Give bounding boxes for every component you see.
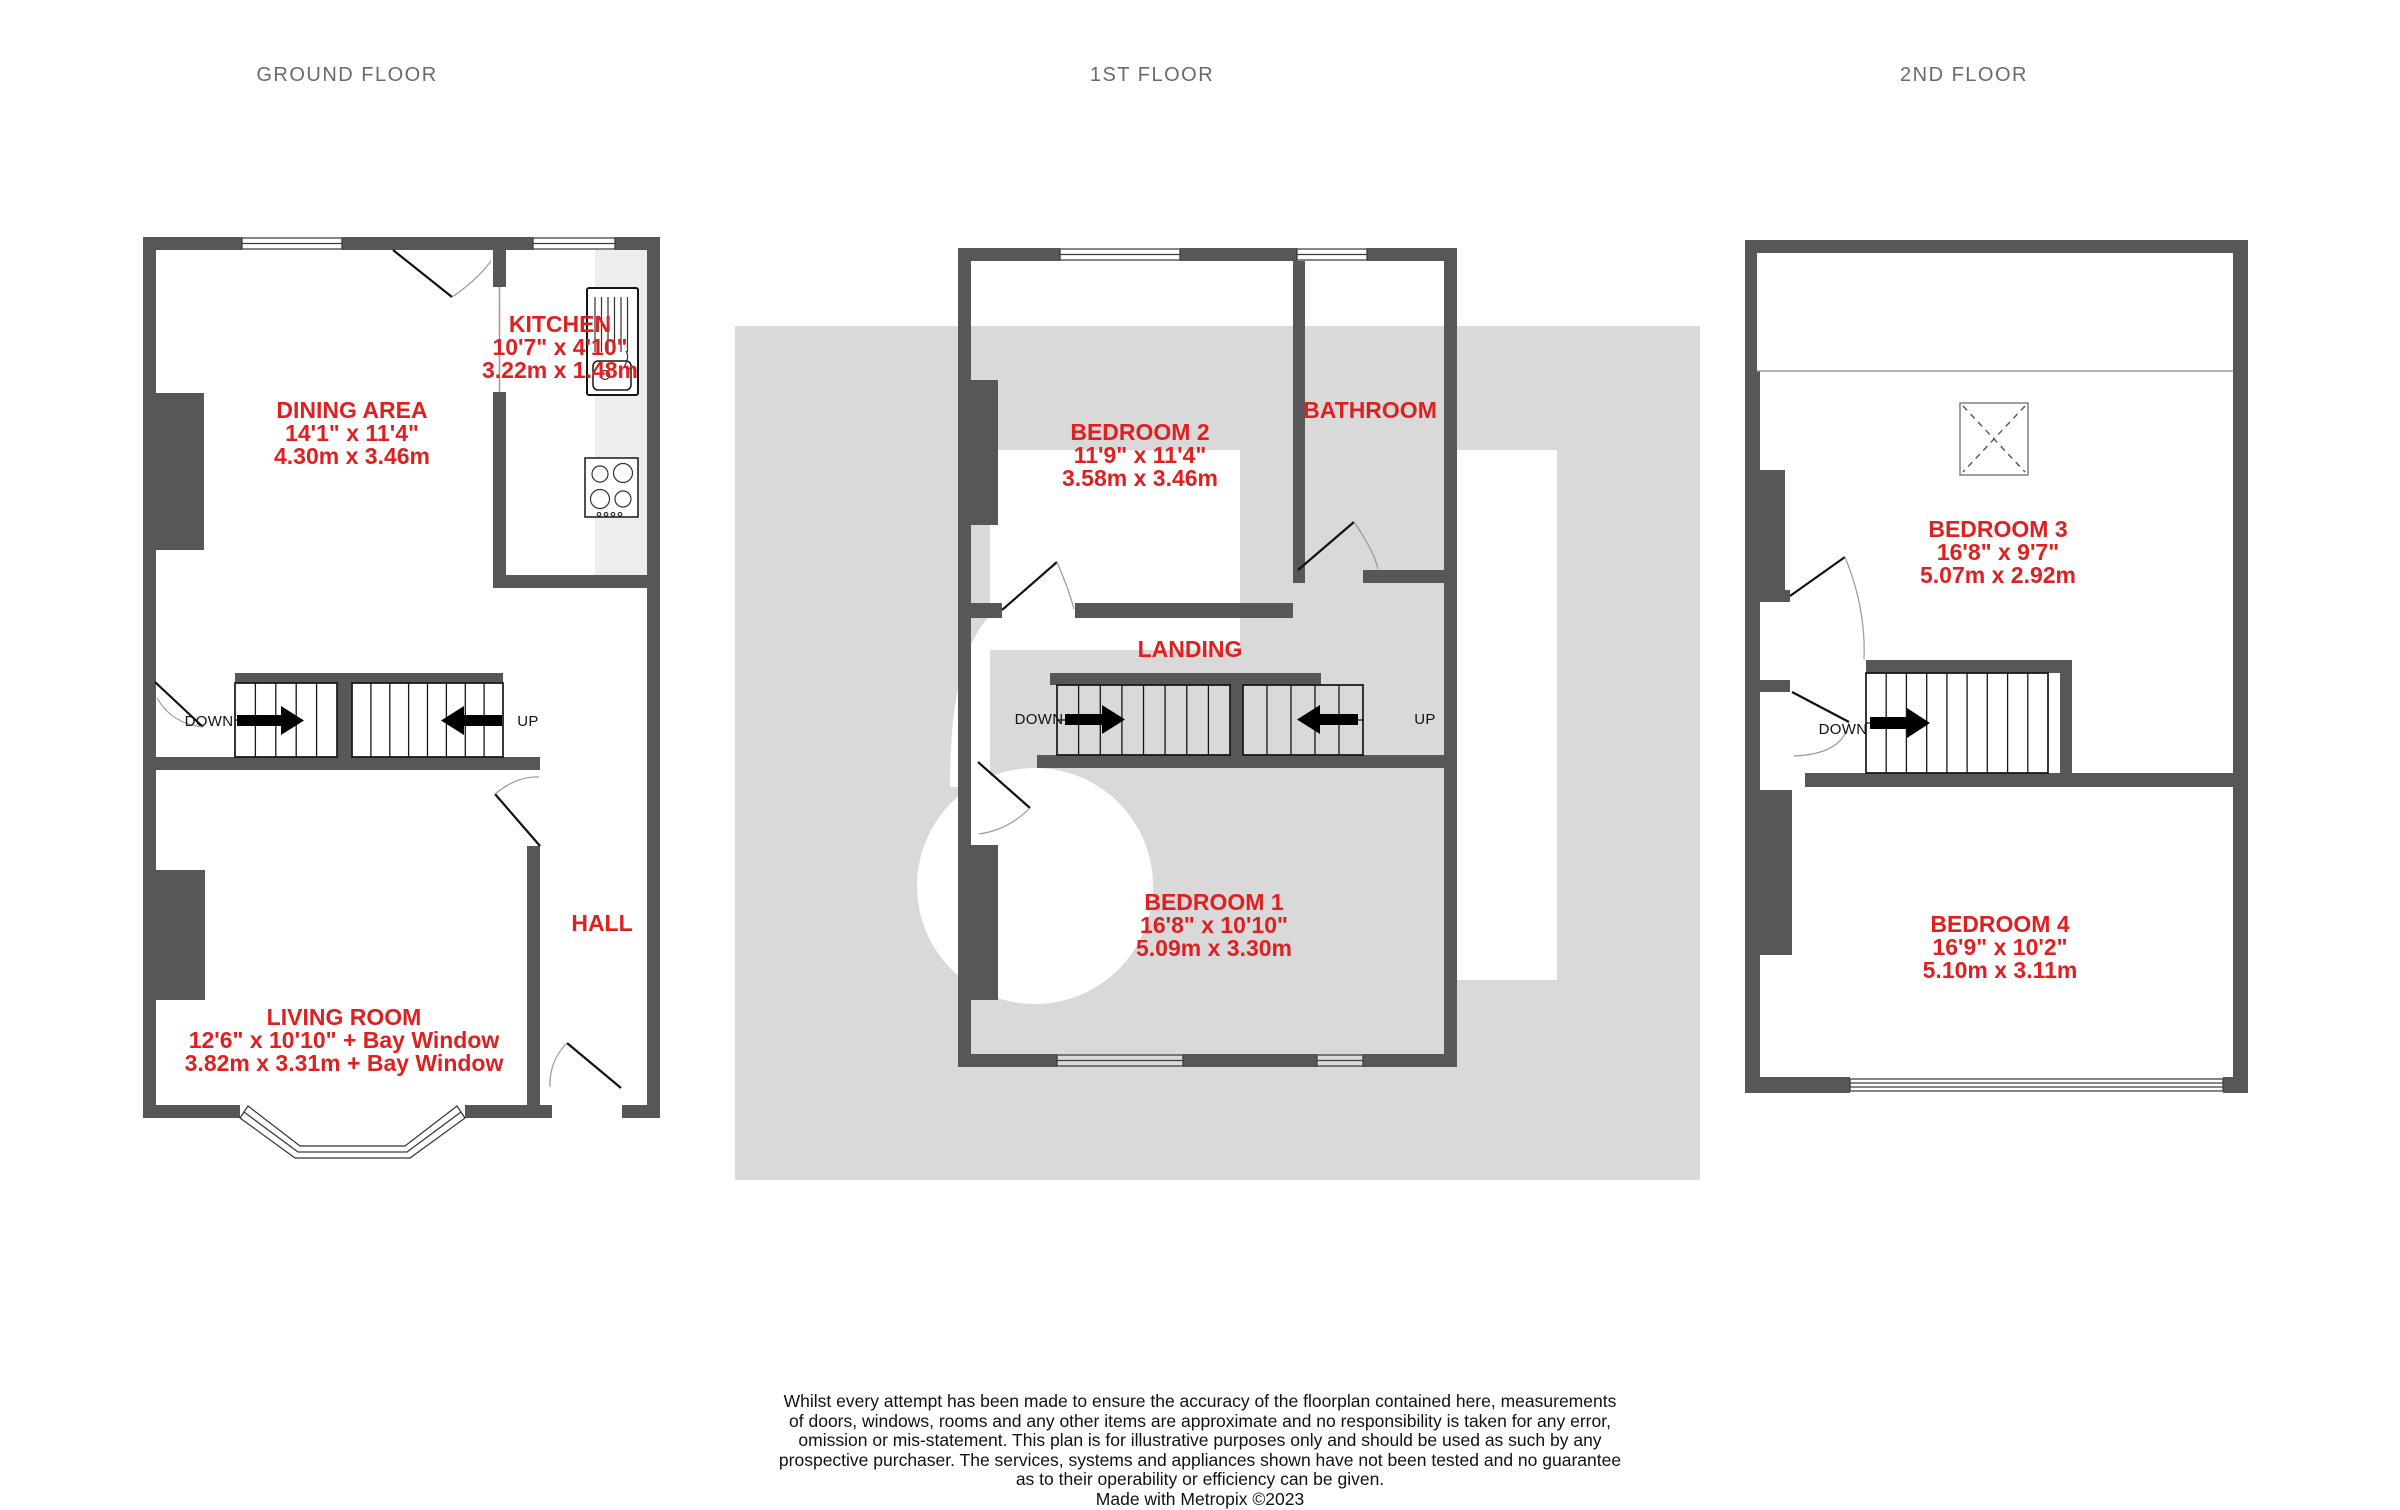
door-leaves (1790, 557, 1849, 722)
room-size-imperial: 10'7" x 4'10" (492, 334, 628, 360)
room-size-imperial: 11'9" x 11'4" (1073, 442, 1207, 468)
ground-floor-title: GROUND FLOOR (256, 64, 438, 86)
stair-down-label: DOWN (1014, 711, 1064, 728)
staircase (235, 683, 503, 757)
disclaimer-line: as to their operability or efficiency can be given. (1015, 1469, 1385, 1490)
second-floor-title: 2ND FLOOR (1900, 64, 2028, 86)
room-size-metric: 3.82m x 3.31m + Bay Window (184, 1050, 504, 1076)
room-size-metric: 5.10m x 3.11m (1922, 957, 2078, 983)
room-label-landing (1138, 638, 1243, 661)
room-size-metric: 3.58m x 3.46m (1061, 465, 1219, 491)
hob (585, 458, 638, 517)
first-floor-title: 1ST FLOOR (1089, 64, 1215, 86)
room-size-imperial: 12'6" x 10'10" + Bay Window (188, 1027, 500, 1053)
stair-down-label: DOWN (184, 713, 234, 730)
stair-up-label: UP (1414, 711, 1436, 728)
room-name: LANDING (1137, 636, 1243, 662)
disclaimer-line: prospective purchaser. The services, systems and appliances shown have not been tested and no guarantee (778, 1449, 1622, 1470)
windows (1850, 1079, 2223, 1091)
room-name: BATHROOM (1303, 397, 1437, 423)
room-size-imperial: 16'8" x 9'7" (1936, 539, 2060, 565)
room-size-metric: 5.09m x 3.30m (1135, 935, 1293, 961)
room-label-living-room (185, 1006, 504, 1075)
room-label-bathroom (1303, 399, 1437, 422)
room-label-kitchen (482, 313, 638, 382)
watermark-glyph-strip (1457, 450, 1557, 980)
room-label-bedroom-3 (1920, 518, 2076, 587)
room-size-metric: 3.22m x 1.48m (481, 357, 639, 383)
up-arrow (441, 706, 502, 735)
room-name: BEDROOM 1 (1144, 889, 1284, 915)
disclaimer-line: of doors, windows, rooms and any other items are approximate and no responsibility is taken for any error, (789, 1410, 1611, 1431)
room-size-imperial: 16'9" x 10'2" (1932, 934, 2068, 960)
room-size-imperial: 14'1" x 11'4" (285, 420, 419, 446)
stair-up-label: UP (517, 713, 539, 730)
up-arrow (1297, 705, 1358, 734)
bay-window-band (240, 1106, 465, 1158)
stair-down-label: DOWN (1818, 721, 1868, 738)
room-name: BEDROOM 2 (1070, 419, 1210, 445)
room-label-bedroom-1 (1136, 891, 1292, 960)
room-name: BEDROOM 3 (1928, 516, 2068, 542)
disclaimer-line: omission or mis-statement. This plan is for illustrative purposes only and should be used as such by any (798, 1430, 1602, 1451)
staircase (1866, 673, 2048, 773)
disclaimer (779, 1392, 1621, 1510)
metropix-credit: Made with Metropix ©2023 (1095, 1488, 1305, 1509)
room-name: KITCHEN (508, 311, 612, 337)
room-size-metric: 4.30m x 3.46m (273, 443, 431, 469)
room-name: BEDROOM 4 (1930, 911, 2070, 937)
room-name: LIVING ROOM (266, 1004, 422, 1030)
disclaimer-line: Whilst every attempt has been made to ensure the accuracy of the floorplan contained here, measurements (783, 1391, 1617, 1411)
room-label-dining-area (274, 399, 430, 468)
down-arrow (1065, 705, 1125, 734)
bay-window (240, 1106, 465, 1158)
down-arrow (1870, 708, 1930, 738)
room-name: DINING AREA (276, 397, 428, 423)
down-arrow (237, 706, 304, 735)
skylight (1960, 403, 2028, 475)
room-size-metric: 5.07m x 2.92m (1919, 562, 2077, 588)
room-label-bedroom-2 (1062, 421, 1218, 490)
room-size-imperial: 16'8" x 10'10" (1140, 912, 1288, 938)
staircase (1057, 685, 1363, 755)
room-label-hall (571, 912, 632, 935)
room-label-bedroom-4 (1923, 913, 2078, 982)
room-name: HALL (571, 910, 633, 936)
